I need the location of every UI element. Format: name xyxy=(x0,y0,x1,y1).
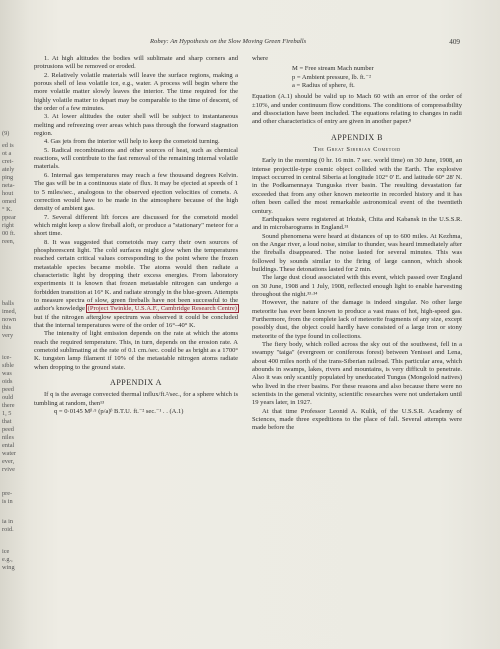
gutter-fragment: imed, xyxy=(2,308,17,315)
gutter-fragment: ia in xyxy=(2,518,14,525)
gutter-fragment: omed xyxy=(2,198,16,205)
right-column xyxy=(252,55,462,433)
paragraph: Early in the morning (0 hr. 16 min. 7 sec. world time) on 30 June, 1908, an intense projectile-type cosmic object collided with the Earth. The explosive impact occurred in central Siberia at longitude 102° 0' E. and latitude 60° 28' N. in the Podkamennaya Tunguska river basin. The resulting devastation far exceeded that from any other known meteorite in recorded history and it has often been called the most remarkable astronomical event of the twentieth century. xyxy=(252,157,462,215)
gutter-fragment: roid. xyxy=(2,526,14,533)
paragraph: The fiery body, which rolled across the sky out of the southwest, fell in a swampy "taiga" (evergreen or coniferous forest) between Yenissei and Lena, about 400 miles north of the trans-Siberian railroad. This particular area, which abounds in swamps, lakes, rivers and mountains, is very difficult to penetrate. Also it was only scantily populated by uneducated Tungus (Mongoloid natives) who lived in the river basins. For these reasons and also because there were no scientists in the general vicinity, scientific researches were not undertaken until 19 years later, in 1927. xyxy=(252,341,462,407)
gutter-fragment: very xyxy=(2,332,14,339)
gutter-fragment: ppear xyxy=(2,214,16,221)
definition: a = Radius of sphere, ft. xyxy=(292,82,355,90)
gutter-fragment: water xyxy=(2,450,16,457)
gutter-fragment: right xyxy=(2,222,14,229)
gutter-fragment: is in xyxy=(2,498,13,505)
gutter-fragment: ately xyxy=(2,166,15,173)
where-label: where xyxy=(252,55,268,62)
gutter-fragment: wing xyxy=(2,564,15,571)
gutter-fragment: peed xyxy=(2,426,14,433)
highlighted-citation: (Project Twinkle, U.S.A.F., Cambridge Research Centre) xyxy=(87,305,237,313)
gutter-fragment: nown xyxy=(2,316,16,323)
gutter-fragment: ping xyxy=(2,174,14,181)
paragraph: Sound phenomena were heard at distances of up to 600 miles. At Kezhma, on the Angar river, a loud noise, similar to thunder, was heard immediately after the fireballs disappeared. The noise lasted for several minutes. This was followed by sounds similar to the firing of large cannon, which shook buildings. These detonations lasted for 2 min. xyxy=(252,232,462,273)
previous-page-gutter xyxy=(0,130,26,600)
gutter-fragment: that xyxy=(2,418,12,425)
paragraph-8 xyxy=(34,239,238,331)
gutter-fragment: ice- xyxy=(2,354,12,361)
gutter-fragment: this xyxy=(2,324,12,331)
paragraph-8-start: 8. It was suggested that cometoids may carry their own sources of phosphorescent light. The cold surfaces might glow when the temperatures reached certain critical values corresponding to the point where the frozen metastable species became mobile. The atoms would then radiate a characteristic light by dropping their excess energies. From laboratory experiments it is known that frozen metastable nitrogen can undergo a forbidden transition at 16° K. and radiate strongly in the blue-green. Attempts to measure spectra of slow, green fireballs have not been successful to the author's knowledge xyxy=(34,238,238,313)
appendix-a-text: If q is the average convected thermal influx/ft.²/sec., for a sphere which is tumbling at random, then¹³ xyxy=(34,391,238,407)
paragraph: However, the nature of the damage is indeed singular. No other large meteorite has ever been known to produce a vast mass of hot, high-speed gas. Furthermore, from the complete lack of meteorite fragments of any size, except possibly dust, the object could hardly have consisted of a large iron or stony meteorite of the type found in collections. xyxy=(252,299,462,340)
gutter-fragment: 00 ft. xyxy=(2,230,16,237)
appendix-a-heading: APPENDIX A xyxy=(110,378,162,388)
definition: p = Ambient pressure, lb. ft.⁻² xyxy=(292,73,371,81)
gutter-fragment: peed xyxy=(2,386,14,393)
gutter-fragment: balls xyxy=(2,300,14,307)
paragraph: 7. Several different lift forces are discussed for the cometoid model which might keep a slow fireball aloft, or produce a "stationary" meteor for a short time. xyxy=(34,213,238,238)
gutter-fragment: 1, 5 xyxy=(2,410,12,417)
paragraph: 6. Internal gas temperatures may reach a few thousand degrees Kelvin. The gas will be in a continuous state of flux. It may be ejected at speeds of 1 to 5 miles/sec., analogous to the observed ejection velocities of comets. A correction would have to be made in the atmosphere because of the high density of ambient gas. xyxy=(34,171,238,213)
paragraph: 3. At lower altitudes the outer shell will be subject to instantaneous melting and refreezing over areas which pass through the forward stagnation region. xyxy=(34,113,238,138)
paragraph: The intensity of light emission depends on the rate at which the atoms reach the required temperature. This, in turn, depends on the erosion rate. A cometoid sublimating at the rate of 0.1 cm./sec. could be as bright as a 1700° K. tungsten lamp filament if 10% of the metastable nitrogen atoms radiate when dropping to the ground state. xyxy=(34,330,238,371)
gutter-fragment: ever, xyxy=(2,458,15,465)
gutter-fragment: hout xyxy=(2,190,14,197)
gutter-fragment: (9) xyxy=(2,130,10,137)
paragraph: 4. Gas jets from the interior will help to keep the cometoid turning. xyxy=(44,138,220,146)
equation-a1: q = 0·0145 Mᵝ·⁵ (p/a)ᵝ B.T.U. ft.⁻² sec.⁻¹ . . (A.1) xyxy=(54,408,184,416)
gutter-fragment: reen, xyxy=(2,238,15,245)
gutter-fragment: pre- xyxy=(2,490,13,497)
appendix-b-subheading: The Great Siberian Cometoid xyxy=(313,146,401,154)
paragraph: 2. Relatively volatile materials will leave the surface regions, making a porous shell of less volatile ice, e.g., water. A process will begin where the more volatile matter slowly leaves the interior. The time required for the highly volatile matter to depart may be comparable to the time of descent, of the order of a few minutes. xyxy=(34,71,238,113)
gutter-fragment: ice xyxy=(2,548,10,555)
paragraph: Earthquakes were registered at Irkutsk, Chita and Kabansk in the U.S.S.R. and in microbarograms in England.³¹ xyxy=(252,215,462,232)
gutter-fragment: ot a xyxy=(2,150,12,157)
gutter-fragment: ental xyxy=(2,442,15,449)
page-number: 409 xyxy=(449,38,460,46)
gutter-fragment: was xyxy=(2,370,12,377)
gutter-fragment: ed is xyxy=(2,142,14,149)
appendix-b-heading: APPENDIX B xyxy=(331,132,383,142)
paragraph: 5. Radical recombinations and other sources of heat, such as chemical reactions, will contribute to the fast removal of the remaining internal volatile materials. xyxy=(34,146,238,171)
gutter-fragment: neta- xyxy=(2,182,15,189)
paragraph: 1. At high altitudes the bodies will sublimate and sharp corners and protrusions will be removed or eroded. xyxy=(34,55,238,71)
variable-definitions xyxy=(292,65,462,90)
definition: M = Free stream Mach number xyxy=(292,65,374,73)
gutter-fragment: sible xyxy=(2,362,14,369)
gutter-fragment: niles xyxy=(2,434,14,441)
gutter-fragment: rvive xyxy=(2,466,15,473)
left-column xyxy=(34,55,238,416)
running-header xyxy=(150,38,460,45)
gutter-fragment: cret- xyxy=(2,158,14,165)
paragraph: The large dust cloud associated with this event, which passed over England on 30 June, 1908 and 1 July, 1908, reflected enough light to enable harvesting throughout the night.³³·³⁴ xyxy=(252,274,462,298)
running-title: Robey: An Hypothesis on the Slow Moving Green Fireballs xyxy=(150,38,307,45)
gutter-fragment: ° K. xyxy=(2,206,13,213)
gutter-fragment: oids xyxy=(2,378,13,385)
paragraph-8-end: but if the nitrogen afterglow spectrum was observed it could be concluded that the internal temperatures were of the order of 16°–40° K. xyxy=(34,313,238,329)
gutter-fragment: there xyxy=(2,402,15,409)
paragraph: At that time Professor Leonid A. Kulik, of the U.S.S.R. Academy of Sciences, made three expeditions to the place of fall. Several attempts were made before the xyxy=(252,407,462,432)
paragraph: Equation (A.1) should be valid up to Mach 60 with an error of the order of ±10%, and under continuum flow conditions. The conditions of compressibility and dissociation have been included. The equations relating to changes in radii and other characteristics of entry are given in another paper.⁸ xyxy=(252,93,462,126)
gutter-fragment: e.g., xyxy=(2,556,13,563)
gutter-fragment: ould xyxy=(2,394,14,401)
